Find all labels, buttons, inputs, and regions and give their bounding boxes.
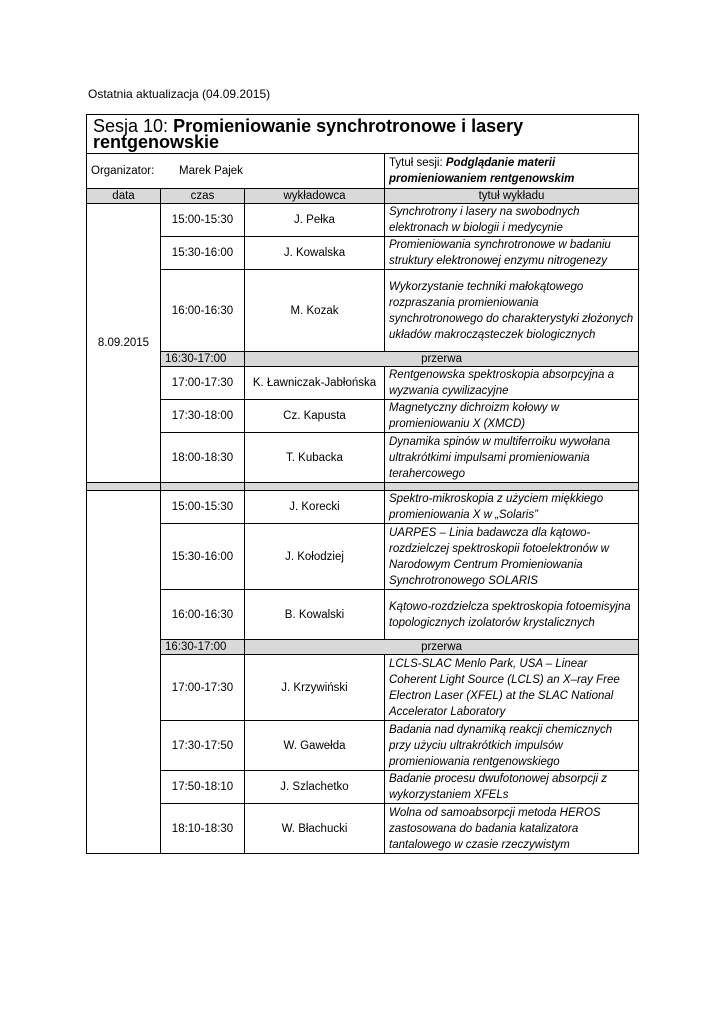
table-row <box>87 433 639 483</box>
lecture-speaker: T. Kubacka <box>245 433 385 483</box>
lecture-title: Rentgenowska spektroskopia absorpcyjna a wyzwania cywilizacyjne <box>385 367 639 400</box>
break-time: 16:30-17:00 <box>161 352 245 367</box>
table-row <box>87 771 639 804</box>
session-name: Promieniowanie synchrotronowe i lasery rentgenowskie <box>93 116 524 152</box>
lecture-title: Badanie procesu dwufotonowej absorpcji z wykorzystaniem XFELs <box>385 771 639 804</box>
table-row <box>87 655 639 721</box>
table-header-row <box>87 189 639 204</box>
lecture-speaker: J. Kołodziej <box>245 524 385 590</box>
session-topic-cell <box>385 154 639 189</box>
table-row <box>87 721 639 771</box>
lecture-time: 17:00-17:30 <box>161 655 245 721</box>
separator-cell <box>385 483 639 491</box>
lecture-time: 15:30-16:00 <box>161 237 245 270</box>
header-date: data <box>87 189 161 204</box>
lecture-title: Badania nad dynamiką reakcji chemicznych przy użyciu ultrakrótkich impulsów promieniowania rentgenowskiego <box>385 721 639 771</box>
lecture-time: 15:00-15:30 <box>161 204 245 237</box>
lecture-speaker: B. Kowalski <box>245 590 385 640</box>
session-schedule-table <box>86 114 639 854</box>
lecture-time: 16:00-16:30 <box>161 590 245 640</box>
lecture-time: 15:00-15:30 <box>161 491 245 524</box>
lecture-time: 18:00-18:30 <box>161 433 245 483</box>
day1-date: 8.09.2015 <box>87 204 161 483</box>
session-title-row <box>87 115 639 154</box>
break-row <box>87 352 639 367</box>
table-row <box>87 400 639 433</box>
lecture-speaker: K. Ławniczak-Jabłońska <box>245 367 385 400</box>
lecture-speaker: Cz. Kapusta <box>245 400 385 433</box>
separator-cell <box>161 483 245 491</box>
lecture-title: Wykorzystanie techniki małokątowego rozpraszania promieniowania synchrotronowego do charakterystyki złożonych układów makrocząsteczek biologicznych <box>385 270 639 352</box>
lecture-title: UARPES – Linia badawcza dla kątowo-rozdzielczej spektroskopii fotoelektronów w Narodowym Centrum Promieniowania Synchrotronowego SOLARIS <box>385 524 639 590</box>
organizer-name: Marek Pajek <box>179 165 243 177</box>
lecture-title: Kątowo-rozdzielcza spektroskopia fotoemisyjna topologicznych izolatorów krystalicznych <box>385 590 639 640</box>
header-time: czas <box>161 189 245 204</box>
lecture-speaker: W. Gawełda <box>245 721 385 771</box>
break-label: przerwa <box>245 640 639 655</box>
header-title: tytuł wykładu <box>385 189 639 204</box>
lecture-title: Dynamika spinów w multiferroiku wywołana ultrakrótkimi impulsami promieniowania terahercowego <box>385 433 639 483</box>
table-row <box>87 524 639 590</box>
lecture-time: 16:00-16:30 <box>161 270 245 352</box>
lecture-time: 17:30-18:00 <box>161 400 245 433</box>
session-label: Sesja 10: <box>93 116 169 136</box>
table-row <box>87 491 639 524</box>
organizer-cell <box>87 154 385 189</box>
lecture-time: 17:50-18:10 <box>161 771 245 804</box>
table-row <box>87 590 639 640</box>
session-title <box>87 115 639 154</box>
day-separator-row <box>87 483 639 491</box>
table-row <box>87 367 639 400</box>
session-topic-label: Tytuł sesji: <box>389 157 443 169</box>
lecture-time: 17:30-17:50 <box>161 721 245 771</box>
table-row <box>87 270 639 352</box>
header-speaker: wykładowca <box>245 189 385 204</box>
lecture-time: 15:30-16:00 <box>161 524 245 590</box>
lecture-title: Magnetyczny dichroizm kołowy w promieniowaniu X (XMCD) <box>385 400 639 433</box>
table-row <box>87 204 639 237</box>
lecture-speaker: J. Korecki <box>245 491 385 524</box>
lecture-speaker: J. Krzywiński <box>245 655 385 721</box>
table-row <box>87 237 639 270</box>
session-topic: Podglądanie materii promieniowaniem rentgenowskim <box>389 157 575 185</box>
lecture-title: LCLS-SLAC Menlo Park, USA – Linear Coherent Light Source (LCLS) an X–ray Free Electron Laser (XFEL) at the SLAC National Accelerator Laboratory <box>385 655 639 721</box>
lecture-speaker: J. Kowalska <box>245 237 385 270</box>
separator-cell <box>87 483 161 491</box>
day2-date <box>87 491 161 854</box>
last-update-note: Ostatnia aktualizacja (04.09.2015) <box>88 87 271 101</box>
table-row <box>87 804 639 854</box>
lecture-title: Synchrotrony i lasery na swobodnych elektronach w biologii i medycynie <box>385 204 639 237</box>
lecture-speaker: W. Błachucki <box>245 804 385 854</box>
lecture-time: 17:00-17:30 <box>161 367 245 400</box>
lecture-title: Promieniowania synchrotronowe w badaniu struktury elektronowej enzymu nitrogenezy <box>385 237 639 270</box>
lecture-title: Spektro-mikroskopia z użyciem miękkiego promieniowania X w „Solaris” <box>385 491 639 524</box>
lecture-speaker: J. Szlachetko <box>245 771 385 804</box>
lecture-speaker: M. Kozak <box>245 270 385 352</box>
lecture-title: Wolna od samoabsorpcji metoda HEROS zastosowana do badania katalizatora tantalowego w czasie rzeczywistym <box>385 804 639 854</box>
lecture-time: 18:10-18:30 <box>161 804 245 854</box>
break-time: 16:30-17:00 <box>161 640 245 655</box>
break-label: przerwa <box>245 352 639 367</box>
lecture-speaker: J. Pełka <box>245 204 385 237</box>
organizer-row <box>87 154 639 189</box>
separator-cell <box>245 483 385 491</box>
break-row <box>87 640 639 655</box>
organizer-label: Organizator: <box>91 165 155 177</box>
